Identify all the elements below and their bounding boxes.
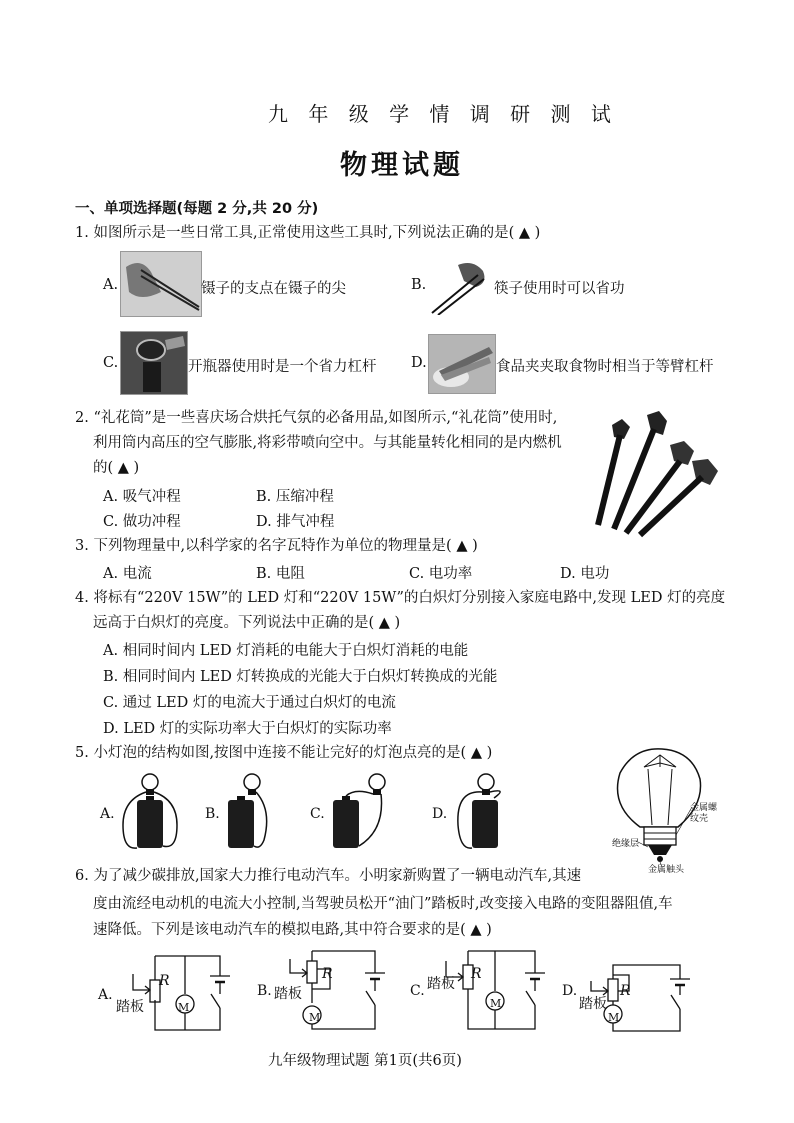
q6-circuit-a — [125, 950, 235, 1035]
food-tongs-photo — [428, 334, 496, 394]
q6-motor-label-c: M — [490, 997, 502, 1010]
bottle-opener-icon — [121, 332, 187, 394]
q6-option-a-label: A. — [98, 987, 113, 1003]
q3-option-a — [103, 562, 152, 583]
q5-option-a-label: A. — [100, 806, 115, 822]
q6-pedal-label-c: 踏板 — [427, 976, 455, 992]
q1-option-d-text: 食品夹夹取食物时相当于等臂杠杆 — [496, 359, 714, 375]
q5-circuit-d — [450, 770, 520, 852]
q6-line1: 6. 为了减少碳排放,国家大力推行电动汽车。小明家新购置了一辆电动汽车,其速 — [75, 868, 582, 884]
q3-option-b — [256, 562, 305, 583]
bulb-label-insulator: 绝缘层 — [612, 839, 640, 849]
q1-option-c-text: 开瓶器使用时是一个省力杠杆 — [188, 359, 377, 375]
q2-option-c — [103, 510, 181, 531]
q3-option-c-label: C. — [409, 566, 425, 582]
q4-option-d-text: LED 灯的实际功率大于白炽灯的实际功率 — [123, 721, 392, 737]
q2-option-b-text: 压缩冲程 — [275, 489, 334, 505]
q6-resistor-label-b: R — [322, 966, 333, 982]
q2-line2: 利用筒内高压的空气膨胀,将彩带喷向空中。与其能量转化相同的是内燃机 — [93, 435, 562, 451]
q4-option-d — [103, 717, 392, 738]
q6-circuit-b — [280, 945, 390, 1035]
q3-stem: 3. 下列物理量中,以科学家的名字瓦特作为单位的物理量是( ▲ ) — [75, 538, 478, 554]
q4-option-a-label: A. — [103, 643, 119, 659]
q3-option-d-label: D. — [560, 566, 576, 582]
chopsticks-icon — [428, 257, 494, 315]
q4-option-b — [103, 665, 497, 686]
q6-circuit-c — [440, 945, 550, 1035]
q6-line2: 度由流经电动机的电流大小控制,当驾驶员松开“油门”踏板时,改变接入电路的变阻器阻值,车 — [93, 896, 673, 912]
q5-stem: 5. 小灯泡的结构如图,按图中连接不能让完好的灯泡点亮的是( ▲ ) — [75, 745, 493, 761]
q6-resistor-label-c: R — [471, 966, 482, 982]
q4-option-b-label: B. — [103, 669, 119, 685]
q3-option-d — [560, 562, 609, 583]
bulb-label-contact: 金属触头 — [648, 865, 685, 875]
q2-option-b-label: B. — [256, 489, 272, 505]
light-bulb-icon — [618, 749, 701, 867]
q3-option-b-label: B. — [256, 566, 272, 582]
q1-option-b-label: B. — [411, 277, 427, 293]
party-popper-picture — [592, 405, 722, 535]
q2-option-b — [256, 485, 334, 506]
q4-option-c-text: 通过 LED 灯的电流大于通过白炽灯的电流 — [122, 695, 396, 711]
q6-pedal-label-d: 踏板 — [579, 996, 607, 1012]
q4-option-d-label: D. — [103, 721, 119, 737]
q3-option-d-text: 电功 — [580, 566, 610, 582]
section-heading: 一、单项选择题(每题 2 分,共 20 分) — [75, 201, 319, 217]
chopsticks-photo — [428, 257, 494, 315]
q3-option-a-label: A. — [103, 566, 119, 582]
q6-pedal-label-b: 踏板 — [274, 986, 302, 1002]
page-footer: 九年级物理试题 第1页(共6页) — [268, 1053, 462, 1069]
q5-circuit-c — [325, 770, 395, 852]
exam-subtitle: 九 年 级 学 情 调 研 测 试 — [268, 102, 618, 126]
q5-option-c-label: C. — [310, 806, 325, 822]
q2-line3: 的( ▲ ) — [93, 460, 140, 476]
q1-option-a-label: A. — [103, 277, 119, 293]
tweezers-icon — [121, 252, 201, 316]
party-popper-icon — [598, 411, 718, 535]
q6-circuit-d — [585, 945, 695, 1035]
q2-option-a — [103, 485, 181, 506]
q6-motor-label-d: M — [608, 1011, 620, 1024]
q4-line1: 4. 将标有“220V 15W”的 LED 灯和“220V 15W”的白炽灯分别接入家庭电路中,发现 LED 灯的亮度 — [75, 590, 726, 606]
q6-option-c-label: C. — [410, 983, 425, 999]
q4-option-c — [103, 691, 396, 712]
q4-option-b-text: 相同时间内 LED 灯转换成的光能大于白炽灯转换成的光能 — [122, 669, 498, 685]
q6-option-d-label: D. — [562, 983, 578, 999]
q1-option-b-text: 筷子使用时可以省功 — [494, 281, 625, 297]
q5-option-d-label: D. — [432, 806, 448, 822]
q4-option-a — [103, 639, 468, 660]
q2-option-d — [256, 510, 334, 531]
q2-option-c-text: 做功冲程 — [122, 514, 181, 530]
q1-option-d-label: D. — [411, 355, 427, 371]
q2-option-d-text: 排气冲程 — [276, 514, 335, 530]
q6-pedal-label-a: 踏板 — [116, 999, 144, 1015]
q1-option-a-text: 镊子的支点在镊子的尖 — [201, 281, 346, 297]
q6-resistor-label-d: R — [620, 983, 631, 999]
q5-circuit-a — [115, 770, 185, 852]
tweezers-photo — [120, 251, 202, 317]
q5-circuit-b — [220, 770, 280, 852]
q3-option-c — [409, 562, 472, 583]
q6-motor-label-b: M — [309, 1011, 321, 1024]
food-tongs-icon — [429, 335, 495, 393]
q3-option-c-text: 电功率 — [428, 566, 473, 582]
q5-option-b-label: B. — [205, 806, 220, 822]
q4-option-a-text: 相同时间内 LED 灯消耗的电能大于白炽灯消耗的电能 — [122, 643, 469, 659]
bulb-label-metal-shell: 金属螺纹壳 — [690, 803, 718, 824]
q4-line2: 远高于白炽灯的亮度。下列说法中正确的是( ▲ ) — [93, 615, 401, 631]
q6-line3: 速降低。下列是该电动汽车的模拟电路,其中符合要求的是( ▲ ) — [93, 922, 492, 938]
q3-option-a-text: 电流 — [122, 566, 152, 582]
q6-resistor-label-a: R — [159, 973, 170, 989]
q6-option-b-label: B. — [257, 983, 272, 999]
q6-motor-label-a: M — [178, 1001, 190, 1014]
q2-option-a-text: 吸气冲程 — [122, 489, 181, 505]
q2-line1: 2. “礼花筒”是一些喜庆场合烘托气氛的必备用品,如图所示,“礼花筒”使用时, — [75, 410, 558, 426]
q1-option-c-label: C. — [103, 355, 119, 371]
q4-option-c-label: C. — [103, 695, 119, 711]
q2-option-d-label: D. — [256, 514, 272, 530]
q2-option-a-label: A. — [103, 489, 119, 505]
q3-option-b-text: 电阻 — [275, 566, 305, 582]
q2-option-c-label: C. — [103, 514, 119, 530]
q1-stem: 1. 如图所示是一些日常工具,正常使用这些工具时,下列说法正确的是( ▲ ) — [75, 225, 541, 241]
bottle-opener-photo — [120, 331, 188, 395]
page-title: 物理试题 — [340, 150, 464, 181]
